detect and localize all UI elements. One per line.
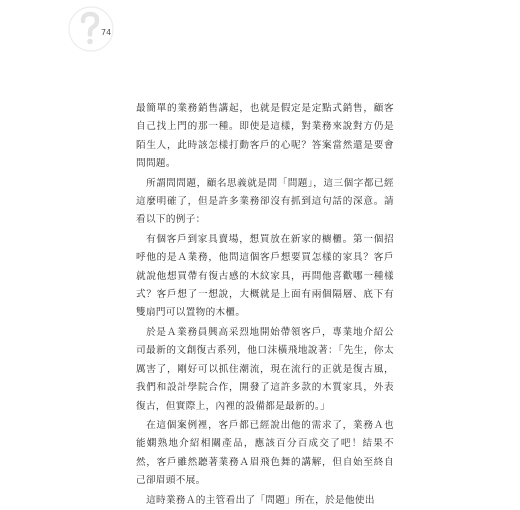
paragraph: 所謂問問題，顧名思義就是問「問題」，這三個字都已經這麼明確了，但是許多業務卻沒有抓到這句話的深意。請看以下的例子： bbox=[136, 177, 394, 226]
paragraph: 這時業務Ａ的主管看出了「問題」所在，於是他使出 bbox=[146, 494, 375, 506]
text-body bbox=[136, 100, 394, 510]
paragraph: 在這個案例裡，客戶都已經說出他的需求了，業務Ａ也能嫻熟地介紹相關產品，應該百分百成交了吧！結果不然，客戶雖然聽著業務Ａ眉飛色舞的講解，但自始至終自己卻眉頭不展。 bbox=[136, 419, 394, 487]
page-number: 74 bbox=[101, 28, 112, 37]
paragraph: 於是Ａ業務員興高采烈地開始帶領客戶，專業地介紹公司最新的文創復古系列，他口沫橫飛地說著：「先生，你太厲害了，剛好可以抓住潮流，現在流行的正就是復古風，我們和設計學院合作，開發了這許多款的木質家具，外表復古，但實際上，內裡的設備都是最新的。」 bbox=[136, 326, 394, 412]
paragraph: 最簡單的業務銷售講起，也就是假定是定點式銷售，顧客自己找上門的那一種。即使是這樣，對業務來說對方仍是陌生人，此時該怎樣打動客戶的心呢？答案當然還是要會問問題。 bbox=[136, 103, 394, 170]
paragraph: 有個客戶到家具賣場，想買放在新家的櫥櫃。第一個招呼他的是Ａ業務，他問這個客戶想要買怎樣的家具？客戶就說他想買帶有復古感的木紋家具，再問他喜歡哪一種樣式？客戶想了一想說，大概就是上面有兩個隔層、底下有雙扇門可以置物的木櫃。 bbox=[136, 233, 394, 319]
